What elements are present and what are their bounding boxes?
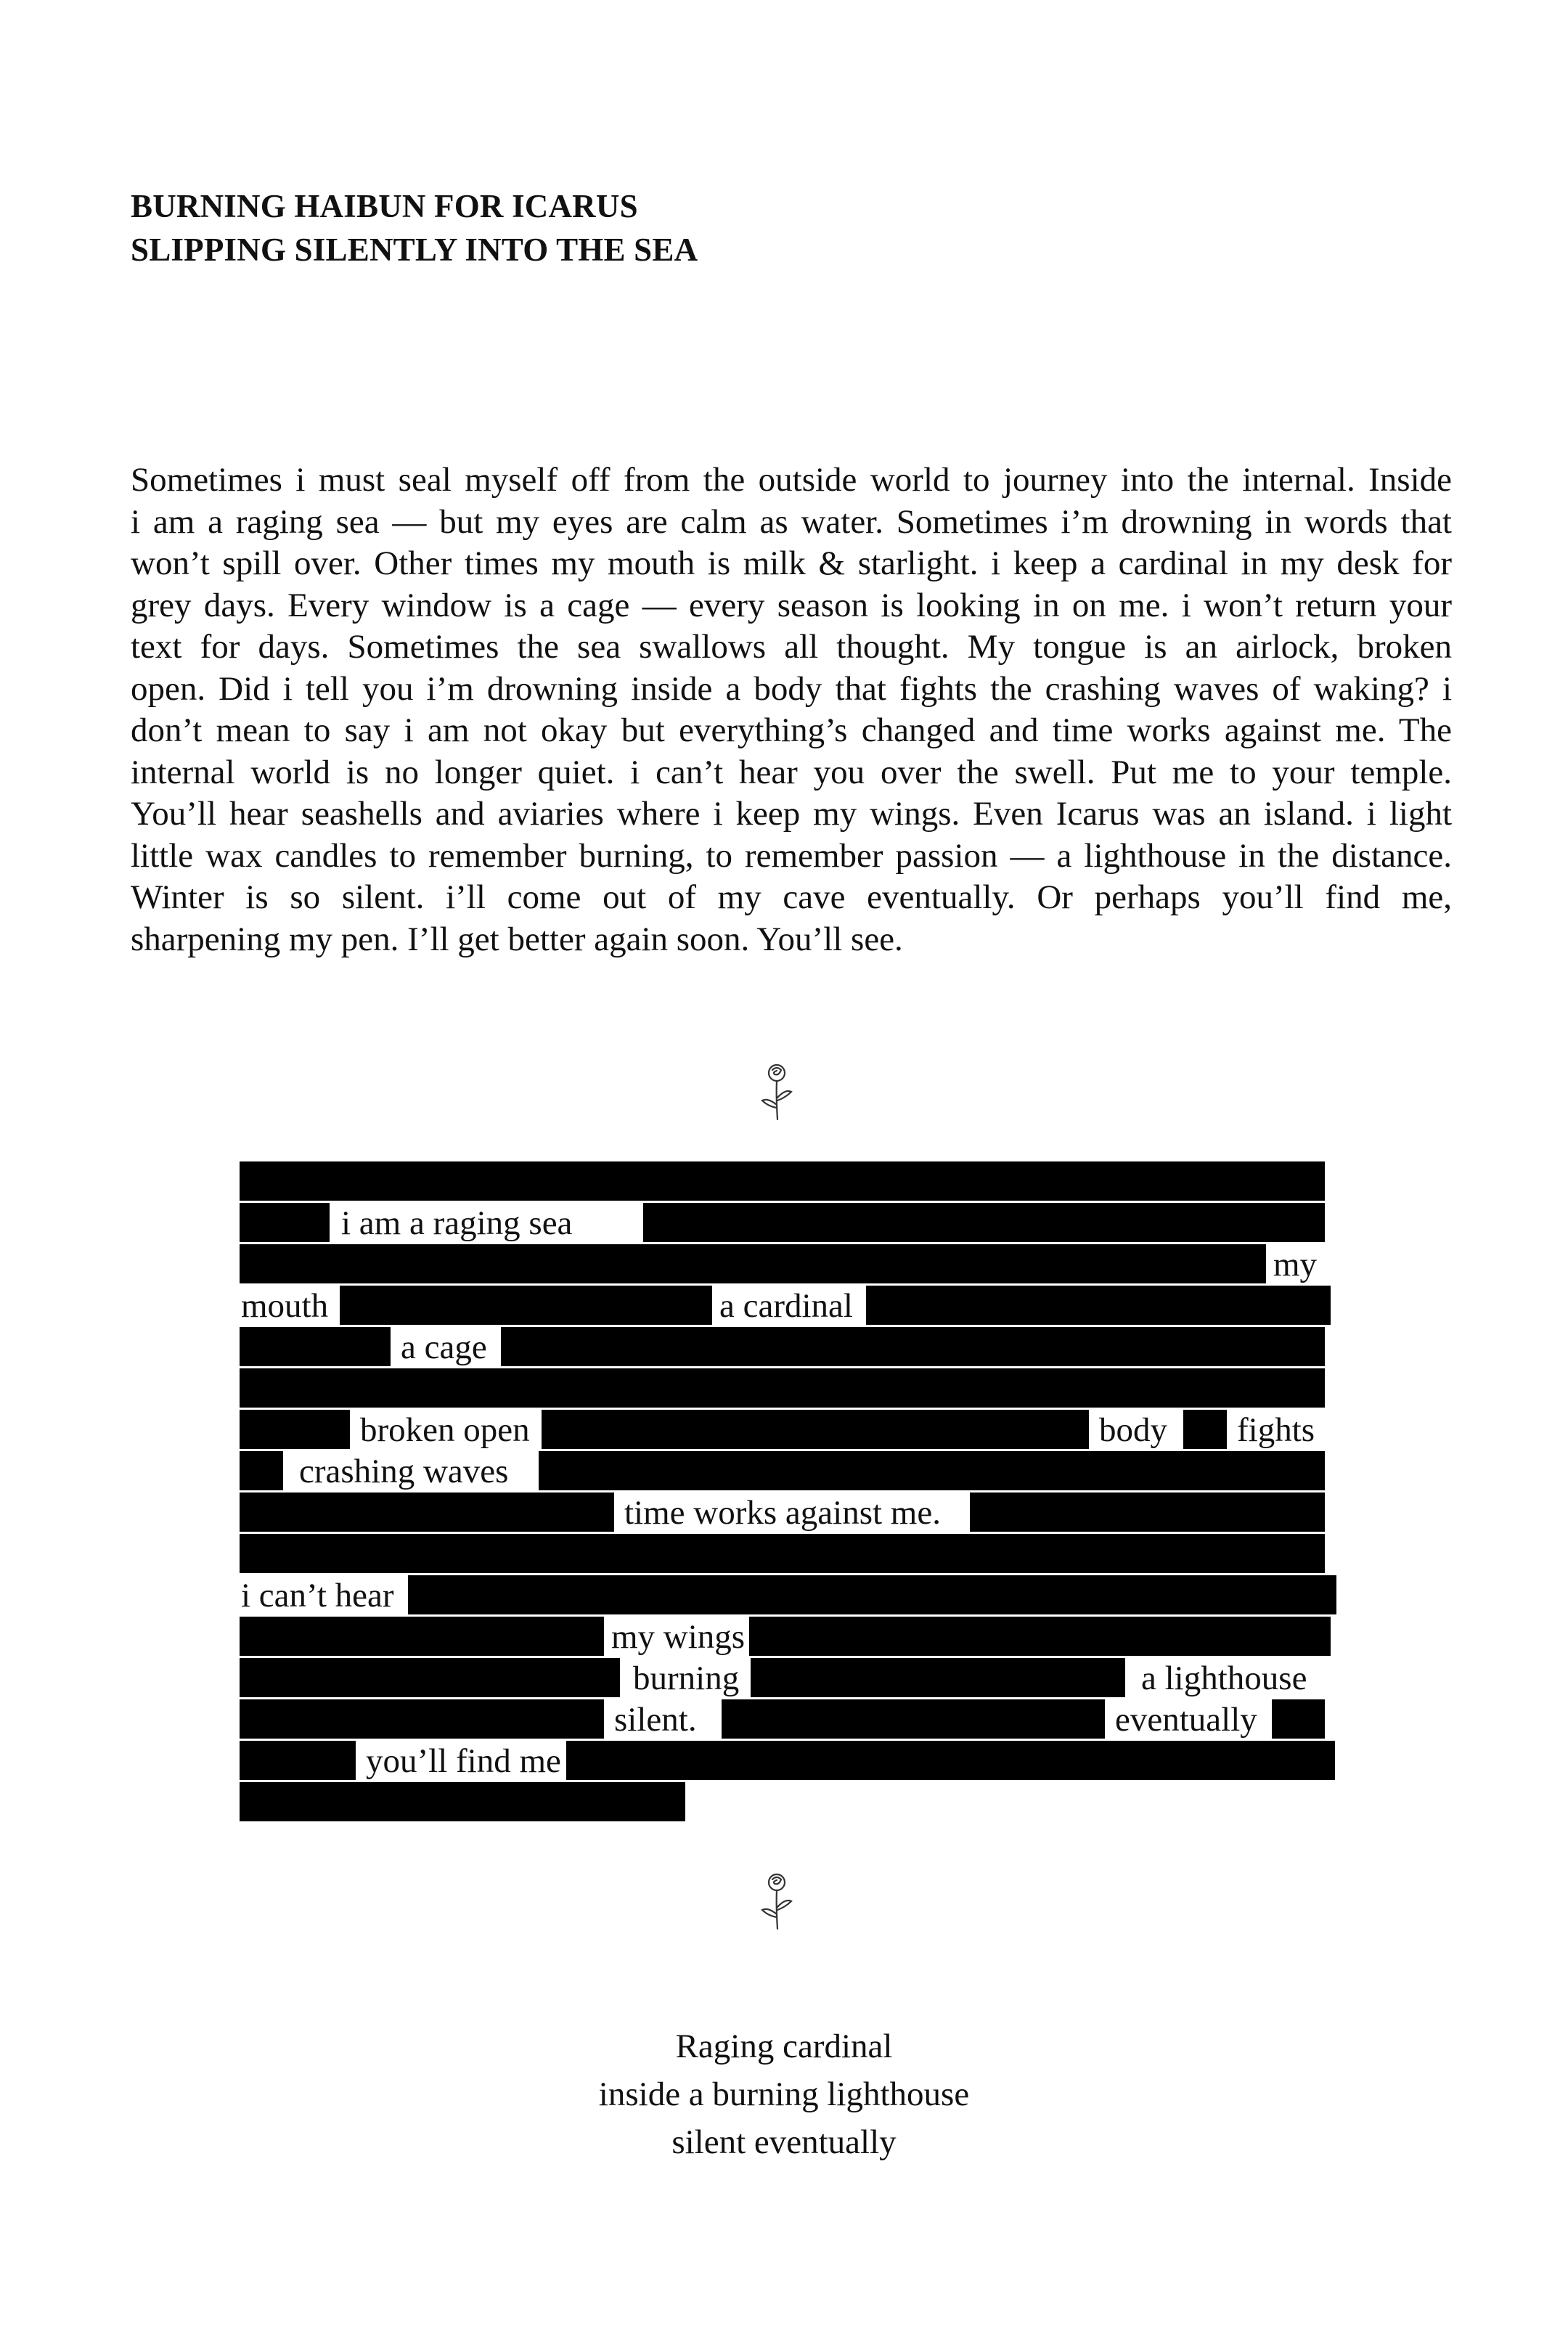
blackout-row: [240, 1534, 1328, 1573]
revealed-word: a cardinal: [712, 1286, 866, 1325]
prose-line: grey days. Every window is a cage — every season is looking in on me. i won’t return your: [131, 586, 1452, 624]
revealed-word: fights: [1227, 1410, 1325, 1449]
title-line-2: SLIPPING SILENTLY INTO THE SEA: [131, 232, 698, 268]
revealed-word: i am a raging sea: [330, 1203, 643, 1242]
blackout-row: [240, 1782, 690, 1821]
haiku-line-2: inside a burning lighthouse: [598, 2075, 970, 2113]
revealed-word: a cage: [391, 1327, 501, 1366]
prose-line: i am a raging sea — but my eyes are calm as water. Sometimes i’m drowning in words that: [131, 502, 1452, 541]
redaction-bar: [240, 1244, 1325, 1283]
revealed-word: body: [1089, 1410, 1183, 1449]
prose-line: Sometimes i must seal myself off from the outside world to journey into the internal. Inside: [131, 461, 1452, 499]
prose-line: You’ll hear seashells and aviaries where i keep my wings. Even Icarus was an island. i light: [131, 795, 1452, 833]
haiku-line-1: Raging cardinal: [675, 2028, 893, 2065]
redaction-bar: [240, 1534, 1325, 1573]
revealed-word: time works against me.: [614, 1493, 970, 1532]
prose-line: text for days. Sometimes the sea swallows all thought. My tongue is an airlock, broken: [131, 628, 1452, 666]
blackout-row: [240, 1451, 1328, 1490]
blackout-row: [240, 1244, 1328, 1283]
revealed-word: my wings: [604, 1617, 749, 1656]
blackout-row: [240, 1410, 1328, 1449]
blackout-row: [240, 1699, 1328, 1739]
revealed-word: you’ll find me: [356, 1741, 566, 1780]
redaction-bar: [240, 1368, 1325, 1408]
prose-line: open. Did i tell you i’m drowning inside a body that fights the crashing waves of waking? i: [131, 669, 1452, 708]
blackout-row: [240, 1741, 1343, 1780]
redaction-bar: [240, 1617, 1331, 1656]
revealed-word: mouth: [240, 1286, 340, 1325]
blackout-row: [240, 1575, 1343, 1614]
rose-icon: [755, 1060, 799, 1125]
prose-line: don’t mean to say i am not okay but everything’s changed and time works against me. The: [131, 711, 1452, 749]
prose-line: internal world is no longer quiet. i can’t hear you over the swell. Put me to your temple.: [131, 753, 1452, 791]
haiku-line-3: silent eventually: [671, 2123, 897, 2161]
prose-line: Winter is so silent. i’ll come out of my cave eventually. Or perhaps you’ll find me,: [131, 878, 1452, 916]
redaction-bar: [240, 1161, 1325, 1201]
revealed-word: crashing waves: [283, 1451, 539, 1490]
blackout-row: [240, 1493, 1328, 1532]
redaction-bar: [240, 1782, 685, 1821]
revealed-word: silent.: [604, 1699, 722, 1739]
haibun-prose: [131, 460, 1452, 960]
blackout-row: [240, 1161, 1328, 1201]
blackout-row: [240, 1203, 1328, 1242]
blackout-row: [240, 1368, 1328, 1408]
poem-title: [131, 184, 1220, 271]
revealed-word: i can’t hear: [240, 1575, 408, 1614]
blackout-row: [240, 1617, 1336, 1656]
revealed-word: burning: [620, 1658, 751, 1697]
blackout-row: [240, 1286, 1336, 1325]
blackout-row: [240, 1327, 1328, 1366]
revealed-word: broken open: [350, 1410, 542, 1449]
prose-line: won’t spill over. Other times my mouth is milk & starlight. i keep a cardinal in my desk for: [131, 544, 1452, 582]
revealed-word: my: [1266, 1244, 1325, 1283]
haiku: [494, 2022, 1074, 2166]
blackout-row: [240, 1658, 1328, 1697]
prose-line: sharpening my pen. I’ll get better again soon. You’ll see.: [131, 920, 903, 958]
prose-line: little wax candles to remember burning, to remember passion — a lighthouse in the distance.: [131, 836, 1452, 875]
title-line-1: BURNING HAIBUN FOR ICARUS: [131, 188, 638, 224]
rose-icon: [755, 1869, 799, 1935]
revealed-word: eventually: [1105, 1699, 1272, 1739]
revealed-word: a lighthouse: [1125, 1658, 1325, 1697]
